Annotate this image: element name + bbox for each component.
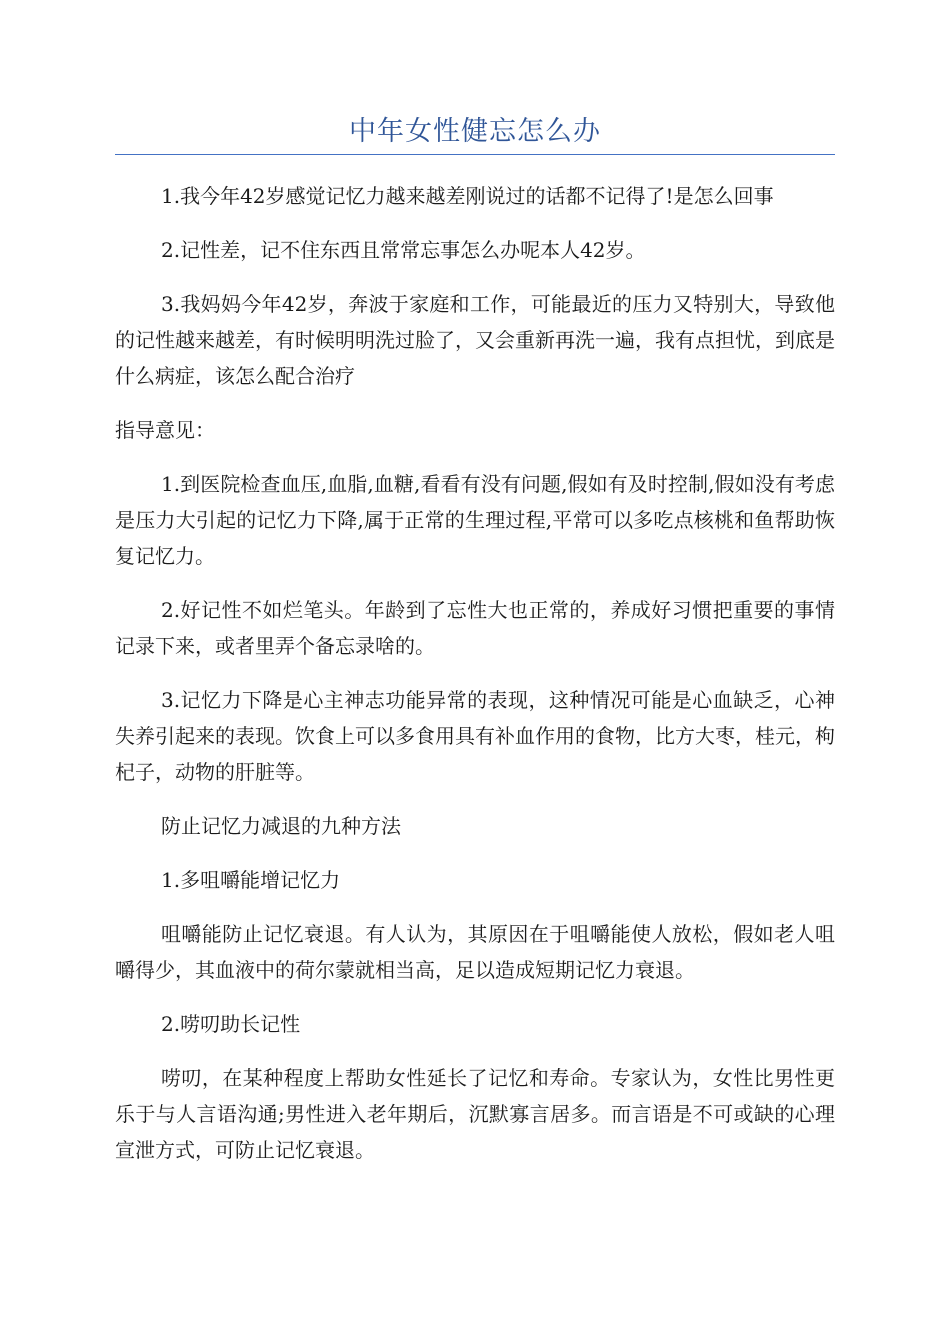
- question-1: 1.我今年42岁感觉记忆力越来越差刚说过的话都不记得了!是怎么回事: [161, 184, 774, 208]
- guidance-2: 2.好记性不如烂笔头。年龄到了忘性大也正常的，养成好习惯把重要的事情记录下来，或者里弄个备忘录啥的。: [115, 598, 835, 658]
- method-2-heading: 2.唠叨助长记性: [161, 1012, 301, 1036]
- guidance-1: 1.到医院检查血压,血脂,血糖,看看有没有问题,假如有及时控制,假如没有考虑是压力大引起的记忆力下降,属于正常的生理过程,平常可以多吃点核桃和鱼帮助恢复记忆力。: [115, 472, 835, 568]
- title-underline: [115, 154, 835, 155]
- guidance-heading: 指导意见：: [115, 418, 215, 442]
- document-body: [115, 178, 835, 1186]
- method-2-text: 唠叨，在某种程度上帮助女性延长了记忆和寿命。专家认为，女性比男性更乐于与人言语沟通;男性进入老年期后，沉默寡言居多。而言语是不可或缺的心理宣泄方式，可防止记忆衰退。: [115, 1066, 835, 1162]
- method-1-heading: 1.多咀嚼能增记忆力: [161, 868, 341, 892]
- document-title: 中年女性健忘怎么办: [349, 116, 601, 147]
- guidance-3: 3.记忆力下降是心主神志功能异常的表现，这种情况可能是心血缺乏，心神失养引起来的表现。饮食上可以多食用具有补血作用的食物，比方大枣，桂元，枸杞子，动物的肝脏等。: [115, 688, 835, 784]
- question-3: 3.我妈妈今年42岁，奔波于家庭和工作，可能最近的压力又特别大，导致他的记性越来越差，有时候明明洗过脸了，又会重新再洗一遍，我有点担忧，到底是什么病症，该怎么配合治疗: [115, 292, 835, 388]
- method-1-text: 咀嚼能防止记忆衰退。有人认为，其原因在于咀嚼能使人放松，假如老人咀嚼得少，其血液中的荷尔蒙就相当高，足以造成短期记忆力衰退。: [115, 922, 835, 982]
- question-2: 2.记性差，记不住东西且常常忘事怎么办呢本人42岁。: [161, 238, 646, 262]
- methods-heading: 防止记忆力减退的九种方法: [161, 814, 401, 838]
